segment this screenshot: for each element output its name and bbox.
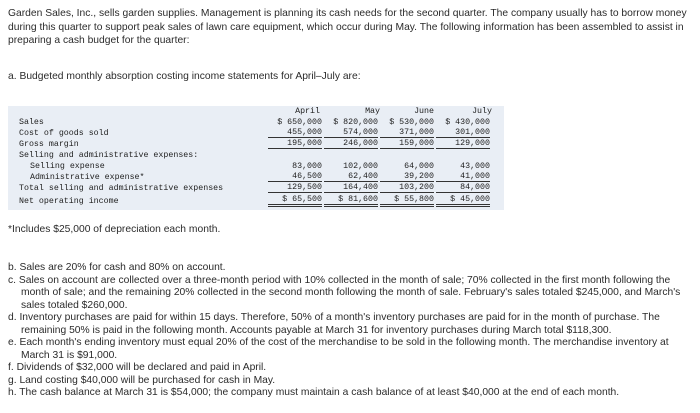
selling-july: 43,000: [460, 162, 490, 171]
cogs-june: 371,000: [380, 128, 434, 138]
admin-july: 41,000: [436, 172, 490, 182]
selling-may: 102,000: [343, 162, 378, 171]
label-sales: Sales: [19, 118, 44, 127]
sales-july: $ 430,000: [445, 118, 490, 127]
item-b: b. Sales are 20% for cash and 80% on account.: [8, 262, 226, 273]
total-sga-may: 164,400: [324, 183, 378, 193]
total-sga-june: 103,200: [380, 183, 434, 193]
header-july: July: [472, 107, 492, 116]
total-sga-july: 84,000: [436, 183, 490, 193]
net-july: $ 45,000: [436, 195, 490, 207]
admin-may: 62,400: [324, 172, 378, 182]
cogs-july: 301,000: [436, 128, 490, 138]
label-gross-margin: Gross margin: [19, 140, 79, 149]
admin-june: 39,200: [380, 172, 434, 182]
net-may: $ 81,600: [324, 195, 378, 207]
gross-may: 246,000: [324, 139, 378, 149]
net-april: $ 65,500: [268, 195, 322, 207]
sales-june: $ 530,000: [389, 118, 434, 127]
item-c: c. Sales on account are collected over a three-month period with 10% collected in the month of sale; 70% collected in the first month following the month of sale; and the remaining 20% collected in the second month following the month of sale. February's sales totaled $245,000, and March's sales totaled $260,000.: [8, 274, 681, 311]
total-sga-april: 129,500: [268, 183, 322, 193]
label-total-sga: Total selling and administrative expenses: [19, 184, 224, 193]
admin-april: 46,500: [268, 172, 322, 182]
depreciation-footnote: *Includes $25,000 of depreciation each month.: [8, 224, 221, 235]
cogs-april: 455,000: [268, 128, 322, 138]
sales-may: $ 820,000: [333, 118, 378, 127]
sales-april: $ 650,000: [277, 118, 322, 127]
assumptions-list: [8, 262, 696, 400]
label-selling: Selling expense: [30, 162, 105, 171]
net-june: $ 55,800: [380, 195, 434, 207]
gross-july: 129,000: [436, 139, 490, 149]
label-net-income: Net operating income: [19, 197, 119, 206]
header-june: June: [414, 107, 434, 116]
part-a-heading: a. Budgeted monthly absorption costing income statements for April–July are:: [8, 71, 361, 82]
intro-paragraph: Garden Sales, Inc., sells garden supplies. Management is planning its cash needs for the second quarter. The company usually has to borrow money during this quarter to support peak sales of lawn care equipment, which occur during May. The following information has been assembled to assist in preparing a cash budget for the quarter:: [8, 8, 687, 46]
item-e: e. Each month's ending inventory must equal 20% of the cost of the merchandise to be sold in the following month. The merchandise inventory at March 31 is $91,000.: [8, 337, 669, 361]
item-g: g. Land costing $40,000 will be purchased for cash in May.: [8, 374, 276, 386]
label-cogs: Cost of goods sold: [19, 129, 109, 138]
label-admin: Administrative expense*: [30, 173, 145, 182]
item-d: d. Inventory purchases are paid for within 15 days. Therefore, 50% of a month's inventory purchases are paid for in the month of purchase. The remaining 50% is paid in the following month. Accounts payable at March 31 for inventory purchases during March total $118,300.: [8, 312, 660, 336]
header-may: May: [365, 107, 380, 116]
gross-june: 159,000: [380, 139, 434, 149]
gross-april: 195,000: [268, 139, 322, 149]
label-sga: Selling and administrative expenses:: [19, 151, 199, 160]
item-f: f. Dividends of $32,000 will be declared and paid in April.: [8, 362, 267, 373]
income-statement-table: [8, 106, 504, 210]
item-h: h. The cash balance at March 31 is $54,000; the company must maintain a cash balance of at least $40,000 at the end of each month.: [8, 387, 620, 398]
header-april: April: [295, 107, 320, 116]
selling-june: 64,000: [404, 162, 434, 171]
selling-april: 83,000: [292, 162, 322, 171]
cogs-may: 574,000: [324, 128, 378, 138]
